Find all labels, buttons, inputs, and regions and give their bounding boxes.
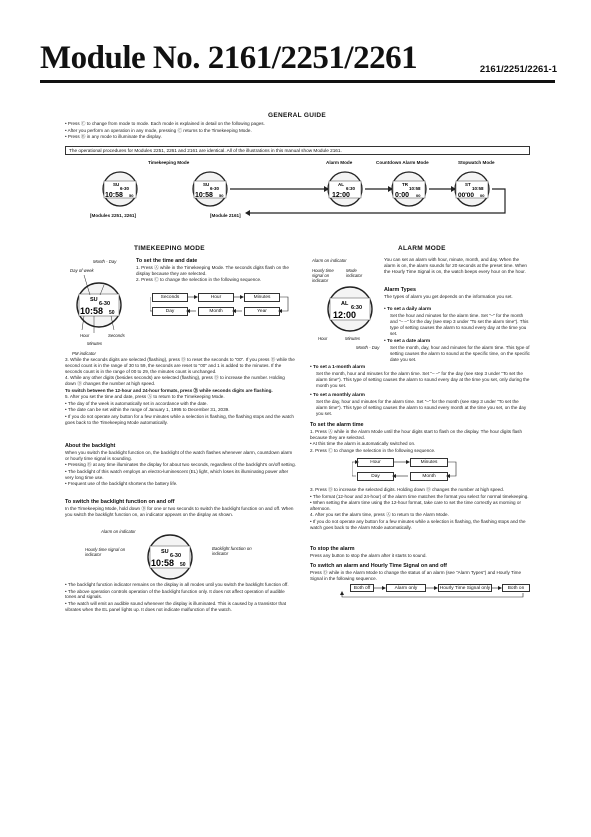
watch-illustration-2251	[103, 172, 137, 206]
seq-hour: Hour	[198, 293, 234, 302]
svg-text:00'00: 00'00	[458, 192, 475, 199]
alarm-note: At this time the alarm is automatically switched on.	[312, 441, 416, 447]
svg-text:10:58: 10:58	[472, 186, 484, 191]
set-step: To switch between the 12-hour and 24-hour formats, press Ⓓ while seconds digits are flashing.	[65, 387, 273, 393]
watch-illustration-2161	[193, 172, 227, 206]
alarm-step: 3. Press Ⓓ to increase the selected digits. Holding down Ⓓ changes the number at high speed.	[310, 487, 505, 492]
monthly-alarm-title: • To set a monthly alarm	[310, 393, 365, 398]
svg-text:SU: SU	[161, 549, 169, 555]
backlight-watch	[135, 530, 205, 585]
seq-day: Day	[152, 307, 188, 316]
watch-illustration-countdown	[392, 172, 426, 206]
label-minutes: Minutes	[345, 336, 361, 341]
alarm-title: ALARM MODE	[398, 245, 446, 252]
alarm-note: If you do not operate any button for a few minutes while a selection is flashing, the flashing stops and the watch goes back to the Alarm Mode automatically.	[310, 518, 526, 530]
set-time-steps-cont: 3. While the seconds digits are selected (flashing), press Ⓓ to reset the seconds to "00". If you press Ⓓ while the second count is in the range of 30 to 59, the seconds are reset to "00" and 1 is added to the minutes. If the seconds count is in the range of 00 to 29, the minutes count is unchanged. 4. While any other digits (besides seconds) are selected (flashing), press Ⓓ to increase the number. Holding down Ⓓ changes the number at high speed. To switch between the 12-hour and 24-hour formats, press Ⓓ while seconds digits are flashing. 5. After you set the time and date, press Ⓐ to return to the Timekeeping Mode. • The day of the week is automatically set in accordance with the date. • The date can be set within the range of January 1, 1995 to December 31, 2039. • If you do not operate any button for a few minutes while a selection is flashing, the flashing stops and the watch goes back to the Timekeeping Mode automatically.	[65, 357, 297, 426]
set-note: The date can be set within the range of January 1, 1995 to December 31, 2039.	[67, 407, 230, 413]
svg-text:6:30: 6:30	[346, 186, 356, 191]
set-alarm-title: To set the alarm time	[310, 422, 364, 428]
switch-backlight-text: In the Timekeeping Mode, hold down Ⓓ for one or two seconds to switch the backlight function on and off. When you switch the backlight function on, an indicator appears on the display as shown.	[65, 506, 294, 517]
svg-text:SU: SU	[203, 182, 210, 187]
seq-both-on: Both on	[502, 584, 530, 592]
svg-text:12:00: 12:00	[333, 310, 357, 320]
svg-text:50: 50	[129, 193, 134, 198]
guide-bullet: • After you perform an operation in any mode, pressing Ⓒ returns to the Timekeeping Mode.	[65, 127, 252, 133]
mode-label-timekeeping: Timekeeping Mode	[148, 160, 190, 165]
label-pm-indicator: PM indicator	[72, 351, 96, 356]
alarm-types-title: Alarm Types	[384, 287, 416, 293]
seq-alarm-only: Alarm only	[386, 584, 426, 592]
svg-text:AL: AL	[341, 301, 349, 307]
general-guide-title: GENERAL GUIDE	[268, 112, 326, 119]
caption-module-2161: [Module 2161]	[210, 213, 241, 218]
alarm-types-intro: The types of alarm you get depends on the information you set.	[384, 294, 513, 299]
label-alarm-on: Alarm on indicator	[312, 258, 347, 263]
alarm-step: 4. After you set the alarm time, press Ⓐ to return to the Alarm Mode.	[310, 512, 449, 518]
seq-alarm-day: Day	[357, 472, 394, 481]
alarm-step: 2. Press Ⓒ to change the selection in the following sequence.	[310, 447, 436, 453]
set-step: 1. Press Ⓐ while in the Timekeeping Mode. The seconds digits flash on the display because they are selected.	[136, 265, 289, 276]
switch-note: The backlight function indicator remains on the display in all modes until you switch the backlight function off.	[67, 582, 289, 587]
svg-text:6-30: 6-30	[170, 553, 182, 559]
label-month-day: Month - Day	[93, 259, 117, 264]
ops-note-box: The operational procedures for Modules 2251, 2261 and 2161 are identical. All of the illustrations in this manual show Module 2161.	[65, 146, 530, 155]
svg-text:6-30: 6-30	[210, 186, 220, 191]
svg-text:00: 00	[480, 193, 485, 198]
seq-minutes: Minutes	[244, 293, 280, 302]
seq-month: Month	[198, 307, 234, 316]
seq-alarm-minutes: Minutes	[410, 458, 448, 467]
svg-text:SU: SU	[90, 297, 98, 303]
backlight-para: When you switch the backlight function on, the backlight of the watch flashes whenever alarm, countdown alarm or hourly time signal is sounding.	[65, 450, 293, 461]
backlight-note: The backlight of this watch employs an electro-luminescent (EL) light, which loses its illuminating power after very long time use.	[65, 468, 289, 480]
switch-note: The above operation controls operation of the backlight function only. It does not affect operation of audible tones and signals.	[65, 588, 285, 600]
backlight-text: When you switch the backlight function on, the backlight of the watch flashes whenever alarm, countdown alarm or hourly time signal is sounding. • Pressing Ⓑ at any time illuminates the display for about two seconds, regardless of the backlight's on/off setting. • The backlight of this watch employs an electro-luminescent (EL) light, which loses its illuminating power after very long time use. • Frequent use of the backlight shortens the battery life.	[65, 450, 296, 487]
backlight-title: About the backlight	[65, 443, 116, 449]
label-hourly-signal: Hourly time signal on indicator	[312, 268, 334, 283]
mode-label-alarm: Alarm Mode	[326, 160, 353, 165]
month1-alarm-text: Set the month, hour and minutes for the alarm time. Set "– –" for the day (see step 3 under "To set the alarm time"). This type of setting causes the alarm to sound every day at the time you set, only during the month you set.	[316, 371, 530, 388]
mode-label-countdown: Countdown Alarm Mode	[376, 160, 429, 165]
switch-note: The watch will emit an audible sound whenever the display is illuminated. This is caused by a transistor that vibrates when the EL panel lights up. It does not indicate malfunction of the watch.	[65, 600, 287, 612]
svg-text:10:58: 10:58	[151, 558, 175, 568]
set-step: 3. While the seconds digits are selected (flashing), press Ⓓ to reset the seconds to "00". If you press Ⓓ while the second count is in the range of 30 to 59, the seconds are reset to "00" and 1 is added to the minutes. If the seconds count is in the range of 00 to 29, the minutes count is unchanged.	[65, 357, 295, 374]
alarm-watch	[315, 285, 385, 340]
svg-text:6-30: 6-30	[99, 301, 111, 307]
mode-label-stopwatch: Stopwatch Mode	[458, 160, 495, 165]
set-alarm-steps: 1. Press Ⓐ while in the Alarm Mode until the hour digits start to flash on the display. The hour digits flash because they are selected. • At this time the alarm is automatically switched on. 2. Press Ⓒ to change the selection in the following sequence.	[310, 429, 530, 454]
label-seconds: Seconds	[108, 333, 125, 338]
svg-text:SU: SU	[113, 182, 120, 187]
seq-both-off: Both off	[350, 584, 374, 592]
svg-text:ST: ST	[465, 182, 471, 187]
svg-text:6-30: 6-30	[120, 186, 130, 191]
set-step: 5. After you set the time and date, press Ⓐ to return to the Timekeeping Mode.	[65, 394, 225, 400]
switch-alarm-title: To switch an alarm and Hourly Time Signal on and off	[310, 563, 447, 569]
svg-text:50: 50	[219, 193, 224, 198]
header	[40, 40, 555, 80]
label-alarm-on: Alarm on indicator	[101, 529, 136, 534]
label-hour: Hour	[318, 336, 328, 341]
date-alarm-title: • To set a date alarm	[384, 339, 431, 344]
month1-alarm-title: • To set a 1-month alarm	[310, 365, 366, 370]
stop-alarm-title: To stop the alarm	[310, 546, 355, 552]
label-hour: Hour	[80, 333, 90, 338]
seq-year: Year	[244, 307, 280, 316]
svg-text:00: 00	[416, 193, 421, 198]
svg-text:50: 50	[109, 310, 115, 316]
mode-flow-diagram	[80, 165, 530, 225]
date-alarm-text: Set the month, day, hour and minutes for the alarm time. This type of setting causes the alarm to sound at the specific time, on the specific date you set.	[390, 345, 530, 362]
set-alarm-steps-cont: 3. Press Ⓓ to increase the selected digits. Holding down Ⓓ changes the number at high speed. • The format (12-hour and 24-hour) of the alarm time matches the format you select for normal timekeeping. • When setting the alarm time using the 12-hour format, take care to set the time correctly as morning or afternoon. 4. After you set the alarm time, press Ⓐ to return to the Alarm Mode. • If you do not operate any button for a few minutes while a selection is flashing, the flashing stops and the watch goes back to the Alarm Mode automatically.	[310, 487, 529, 530]
alarm-note: When setting the alarm time using the 12-hour format, take care to set the time correctly as morning or afternoon.	[310, 500, 521, 511]
svg-text:6:30: 6:30	[351, 305, 363, 311]
alarm-step: 1. Press Ⓐ while in the Alarm Mode until the hour digits start to flash on the display. The hour digits flash because they are selected.	[310, 429, 523, 440]
label-mode-indicator: Mode indicator	[346, 268, 363, 278]
svg-text:TR: TR	[402, 182, 408, 187]
label-month-day: Month - Day	[356, 345, 380, 350]
switch-alarm-text: Press Ⓓ while in the Alarm Mode to change the status of an alarm (see "Alarm Types") and Hourly Time Signal in the following sequence.	[310, 570, 522, 581]
svg-text:10:58: 10:58	[105, 192, 123, 199]
label-minutes: Minutes	[87, 341, 103, 346]
svg-text:10:58: 10:58	[409, 186, 421, 191]
switch-backlight-notes: • The backlight function indicator remains on the display in all modes until you switch the backlight function off. • The above operation controls operation of the backlight function only. It does not affect operation of audible tones and signals. • The watch will emit an audible sound whenever the display is illuminated. This is caused by a transistor that vibrates when the EL panel lights up. It does not indicate malfunction of the watch.	[65, 582, 289, 612]
watch-illustration-alarm	[328, 172, 362, 206]
svg-text:0:00: 0:00	[395, 192, 410, 199]
seq-alarm-hour: Hour	[357, 458, 394, 467]
set-note: If you do not operate any button for a few minutes while a selection is flashing, the flashing stops and the watch goes back to the Timekeeping Mode automatically.	[65, 413, 294, 425]
module-code: 2161/2251/2261-1	[479, 64, 557, 75]
backlight-note: Frequent use of the backlight shortens the battery life.	[67, 481, 178, 487]
svg-text:AL: AL	[338, 182, 344, 187]
svg-text:50: 50	[180, 562, 186, 568]
guide-bullet: • Press Ⓒ to change from mode to mode. Each mode is explained in detail on the following pages.	[65, 121, 265, 126]
monthly-alarm-text: Set the day, hour and minutes for the alarm time. Set "–" for the month (see step 3 under "To set the alarm time"). This type of setting causes the alarm to sound every month at the time you set, on the day you set.	[316, 399, 527, 416]
header-rule	[40, 80, 555, 83]
set-step: 2. Press Ⓒ to change the selection in the following sequence.	[136, 277, 262, 283]
daily-alarm-text: Set the hour and minutes for the alarm time. Set "–" for the month and "– –" for the day (see step 3 under "To set the alarm time"). This type of setting causes the alarm to sound every day at the time you set.	[390, 313, 529, 336]
guide-bullet: • Press Ⓑ in any mode to illuminate the display.	[65, 134, 162, 139]
seq-hourly-only: Hourly Time Signal only	[439, 586, 491, 591]
daily-alarm-title: • To set a daily alarm	[384, 307, 432, 312]
backlight-note: Pressing Ⓑ at any time illuminates the display for about two seconds, regardless of the backlight's on/off setting.	[67, 462, 296, 468]
module-title: Module No. 2161/2251/2261	[40, 40, 418, 76]
label-hourly-signal: Hourly time signal on indicator	[85, 547, 126, 557]
label-backlight-on: Backlight function on indicator	[212, 546, 252, 556]
set-note: The day of the week is automatically set in accordance with the date.	[67, 400, 208, 406]
set-time-steps	[136, 265, 296, 284]
timekeeping-title: TIMEKEEPING MODE	[134, 245, 205, 252]
alarm-intro: You can set an alarm with hour, minute, month, and day. When the alarm is on, the alarm sounds for 20 seconds at the preset time. When the Hourly Time Signal is on, the watch beeps every hour on the hour.	[384, 257, 527, 274]
label-day-of-week: Day of week	[70, 268, 94, 273]
switch-backlight-title: To switch the backlight function on and off	[65, 499, 175, 505]
seq-alarm-month: Month	[410, 472, 448, 481]
set-step: 4. While any other digits (besides seconds) are selected (flashing), press Ⓓ to increase the number. Holding down Ⓓ changes the number at high speed.	[65, 375, 285, 387]
svg-text:12:00: 12:00	[332, 192, 350, 199]
caption-modules-2251-2261: [Modules 2251, 2261]	[90, 213, 136, 218]
stop-alarm-text: Press any button to stop the alarm after it starts to sound.	[310, 553, 427, 558]
set-time-title: To set the time and date	[136, 258, 198, 264]
alarm-note: The format (12-hour and 24-hour) of the alarm time matches the format you select for normal timekeeping.	[312, 493, 529, 499]
svg-text:10:58: 10:58	[80, 306, 104, 316]
seq-seconds: Seconds	[152, 293, 188, 302]
svg-text:10:58: 10:58	[195, 192, 213, 199]
watch-illustration-stopwatch	[455, 172, 489, 206]
general-guide-bullets	[65, 121, 530, 141]
